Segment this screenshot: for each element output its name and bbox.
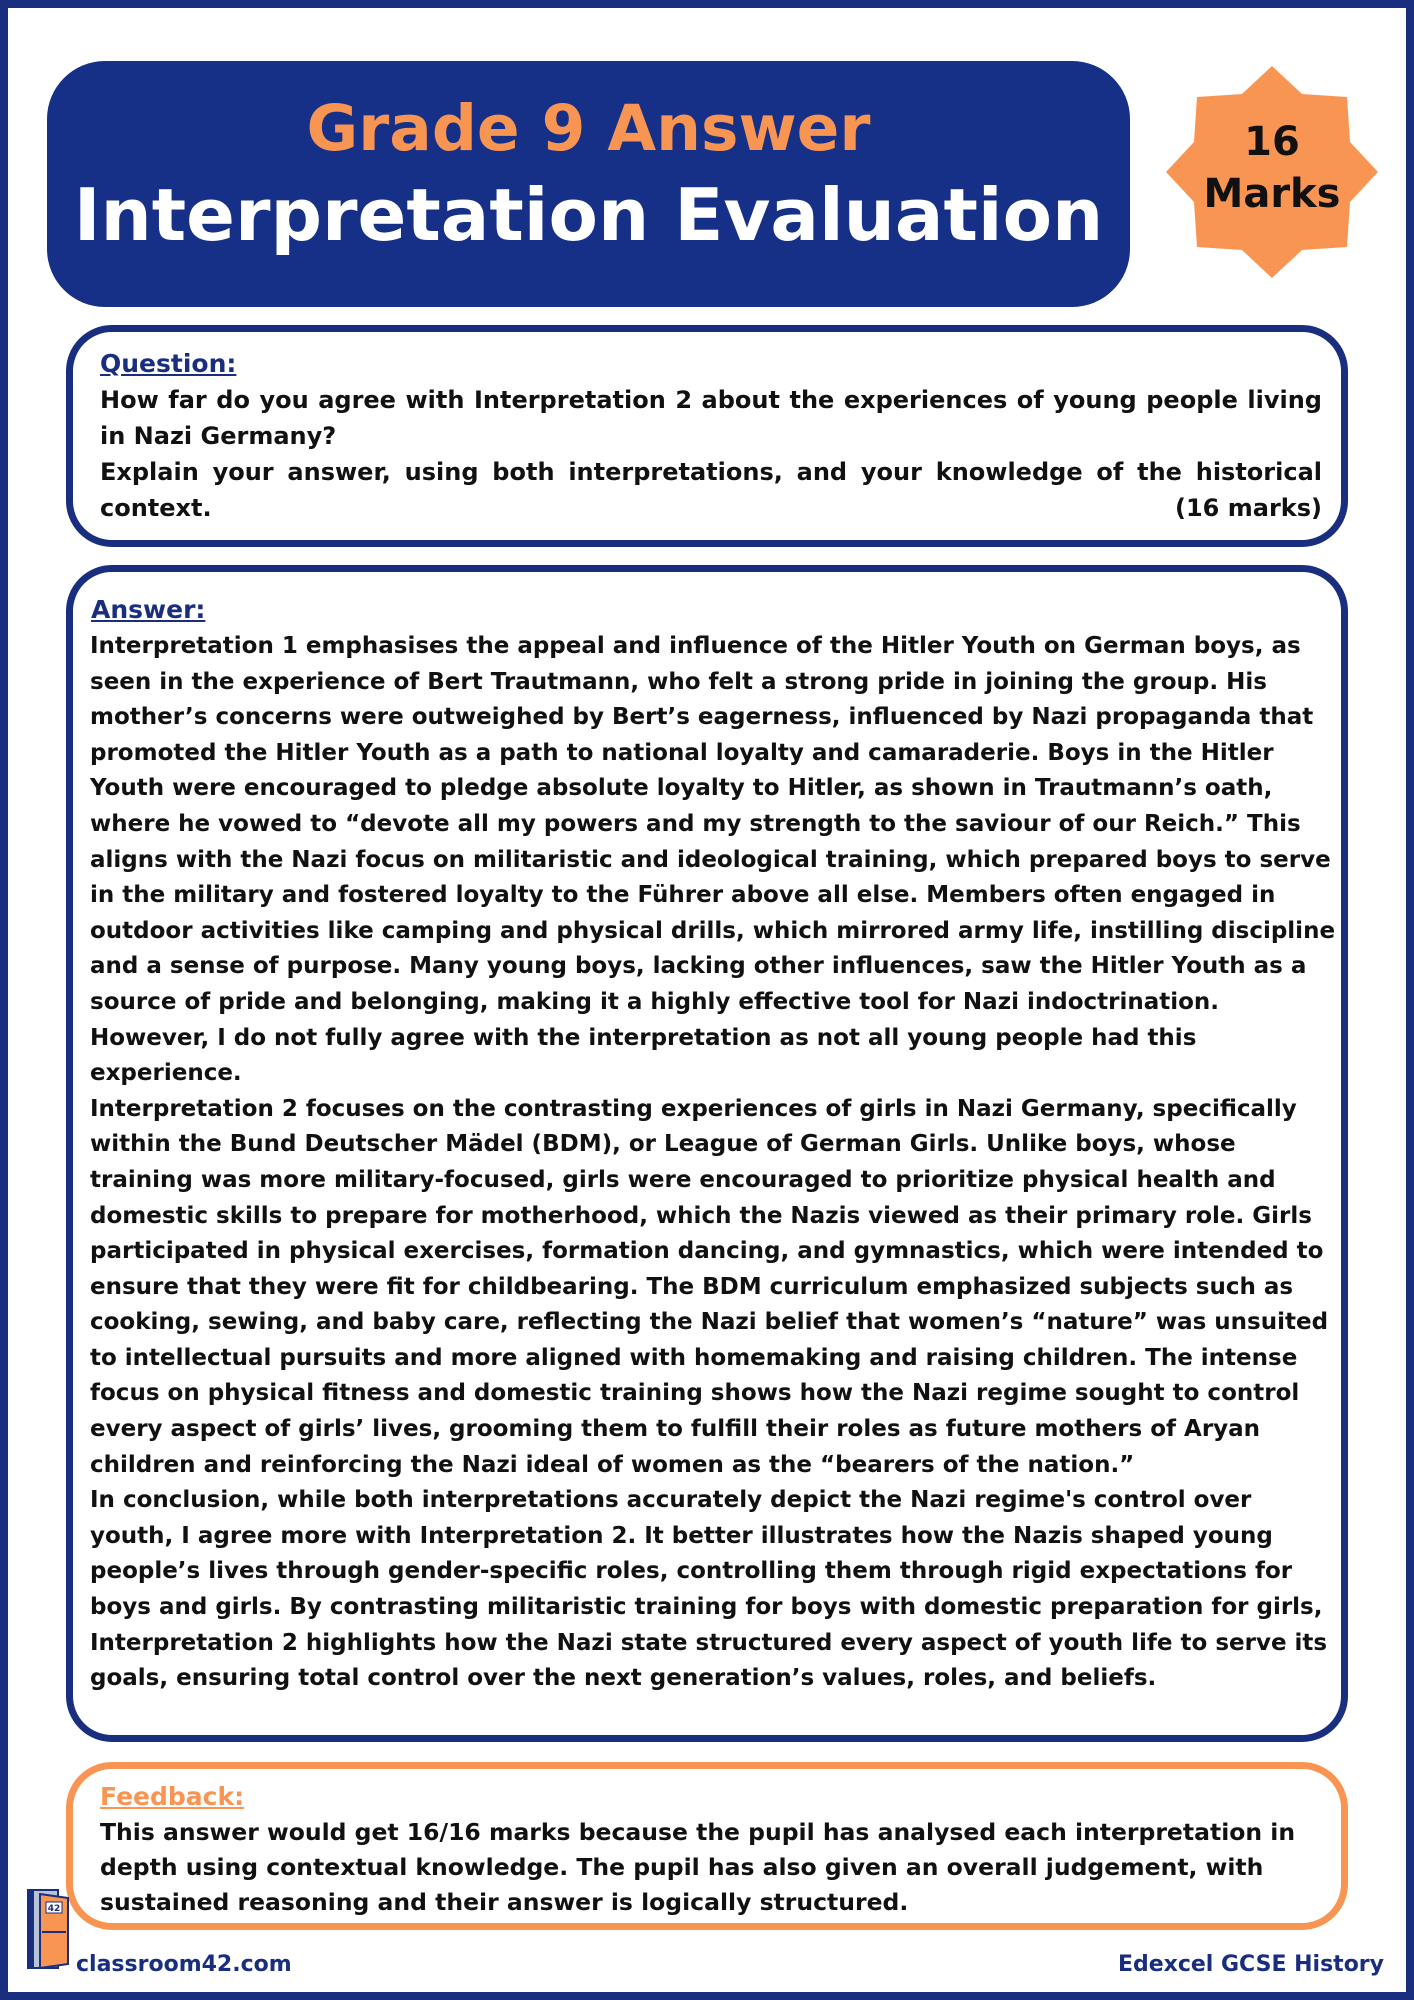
marks-word: Marks [1203, 171, 1341, 217]
answer-paragraph-1: Interpretation 1 emphasises the appeal and influence of the Hitler Youth on German boys, as seen in the experience of Bert Trautmann, who felt a strong pride in joining the group. His mother’s concerns were outweighed by Bert’s eagerness, influenced by Nazi propaganda that promoted the Hitler Youth as a path to national loyalty and camaraderie. Boys in the Hitler Youth were encouraged to pledge absolute loyalty to Hitler, as shown in Trautmann’s oath, where he vowed to “devote all my powers and my strength to the saviour of our Reich.” This aligns with the Nazi focus on militaristic and ideological training, which prepared boys to serve in the military and fostered loyalty to the Führer above all else. Members often engaged in outdoor activities like camping and physical drills, which mirrored army life, instilling discipline and a sense of purpose. Many young boys, lacking other influences, saw the Hitler Youth as a source of pride and belonging, making it a highly effective tool for Nazi indoctrination. However, I do not fully agree with the interpretation as not all young people had this experience. [90, 633, 1336, 1087]
page-title: Interpretation Evaluation [73, 173, 1104, 257]
feedback-label: Feedback: [100, 1782, 245, 1811]
header-banner [47, 61, 1130, 307]
feedback-box [66, 1762, 1348, 1930]
answer-label: Answer: [91, 595, 206, 624]
logo-number: 42 [47, 1904, 61, 1914]
question-instruction-text: Explain your answer, using both interpretations, and your knowledge of the historical context. [100, 458, 1322, 522]
marks-badge-text [1166, 116, 1378, 220]
answer-box [66, 565, 1348, 1742]
feedback-text: This answer would get 16/16 marks because the pupil has analysed each interpretation in depth using contextual knowledge. The pupil has also given an overall judgement, with sustained reasoning and their answer is logically structured. [100, 1818, 1296, 1916]
header-subtitle: Grade 9 Answer [306, 92, 871, 165]
answer-paragraph-2: Interpretation 2 focuses on the contrasting experiences of girls in Nazi Germany, specifically within the Bund Deutscher Mädel (BDM), or League of German Girls. Unlike boys, whose training was more military-focused, girls were encouraged to prioritize physical health and domestic skills to prepare for motherhood, which the Nazis viewed as their primary role. Girls participated in physical exercises, formation dancing, and gymnastics, which were intended to ensure that they were fit for childbearing. The BDM curriculum emphasized subjects such as cooking, sewing, and baby care, reflecting the Nazi belief that women’s “nature” was unsuited to intellectual pursuits and more aligned with homemaking and raising children. The intense focus on physical fitness and domestic training shows how the Nazi regime sought to control every aspect of girls’ lives, grooming them to fulfill their roles as future mothers of Aryan children and reinforcing the Nazi ideal of women as the “bearers of the nation.” [90, 1095, 1329, 1478]
footer-site-link[interactable]: classroom42.com [76, 1952, 292, 1977]
question-marks: (16 marks) [1175, 494, 1322, 522]
answer-paragraph-3: In conclusion, while both interpretations accurately depict the Nazi regime's control over youth, I agree more with Interpretation 2. It better illustrates how the Nazis shaped young people’s lives through gender-specific roles, controlling them through rigid expectations for boys and girls. By contrasting militaristic training for boys with domestic preparation for girls, Interpretation 2 highlights how the Nazi state structured every aspect of youth life to serve its goals, ensuring total control over the next generation’s values, roles, and beliefs. [90, 1487, 1328, 1692]
question-instruction [100, 454, 1322, 526]
question-label: Question: [100, 349, 237, 378]
question-box [66, 325, 1348, 547]
question-text [100, 382, 1322, 526]
marks-number: 16 [1244, 119, 1300, 165]
question-paragraph: How far do you agree with Interpretation 2 about the experiences of young people living in Nazi Germany? [100, 386, 1322, 450]
answer-text [90, 629, 1338, 1697]
marks-badge [1166, 66, 1378, 278]
footer-course-label: Edexcel GCSE History [1117, 1952, 1384, 1977]
classroom42-door-logo-icon [26, 1888, 72, 1970]
